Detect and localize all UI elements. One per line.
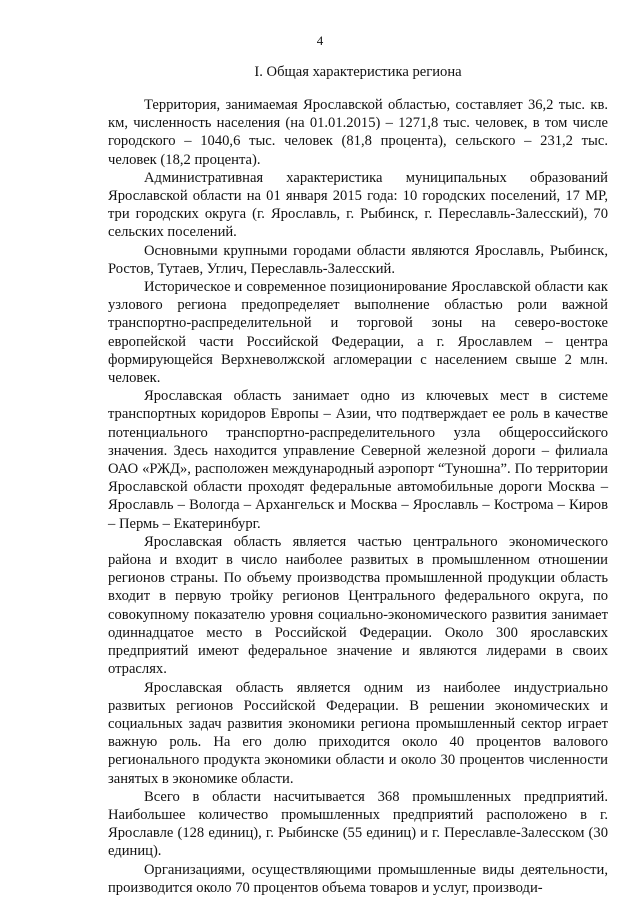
paragraph-positioning: Историческое и современное позиционирование Ярославской области как узлового региона предопределяет выполнение областью роли важной транспортно-распределительной и торговой зоны на северо-востоке европейской части Российской Федерации, а г. Ярославлем – центра формирующейся Верхневолжской агломерации с населением свыше 2 млн. человек. — [108, 279, 608, 387]
section-title: I. Общая характеристика региона — [254, 64, 462, 80]
paragraph-industry: Ярославская область является одним из наиболее индустриально развитых регионов Российской Федерации. В решении экономических и социальных задач развития экономики региона промышленный сектор играет важную роль. На его долю приходится около 40 процентов валового регионального продукта экономики области и около 30 процентов численности занятых в экономике области. — [108, 679, 608, 787]
page-number: 4 — [316, 33, 324, 48]
paragraph-enterprises: Всего в области насчитывается 368 промышленных предприятий. Наибольшее количество промышленных предприятий расположено в г. Ярославле (128 единиц), г. Рыбинске (55 единиц) и г. Переславле-Залесском (30 единиц). — [108, 788, 608, 860]
paragraph-transport: Ярославская область занимает одно из ключевых мест в системе транспортных коридоров Европы – Азии, что подтверждает ее роль в качестве потенциального транспортно-распределительного узла общероссийского значения. Здесь находится управление Северной железной дороги – филиала ОАО «РЖД», расположен международный аэропорт “Туношна”. По территории Ярославской области проходят федеральные автомобильные дороги Москва – Ярославль – Вологда – Архангельск и Москва – Ярославль – Кострома – Киров – Пермь – Екатеринбург. — [108, 388, 608, 532]
paragraph-administrative: Административная характеристика муниципальных образований Ярославской области на 01 января 2015 года: 10 городских поселений, 17 МР, три городских округа (г. Ярославль, г. Рыбинск, г. Переславль-Залесский), 70 сельских поселений. — [108, 169, 608, 241]
body-text — [108, 96, 608, 897]
paragraph-economic-region: Ярославская область является частью центрального экономического района и входит в число наиболее развитых в промышленном отношении регионов страны. По объему производства промышленной продукции область входит в первую тройку регионов Центрального федерального округа, по совокупному показателю уровня социально-экономического развития занимает одиннадцатое место в Российской Федерации. Около 300 ярославских предприятий имеют федеральное значение и являются лидерами в своих отраслях. — [108, 533, 608, 678]
paragraph-territory: Территория, занимаемая Ярославской областью, составляет 36,2 тыс. кв. км, численность населения (на 01.01.2015) – 1271,8 тыс. человек, в том числе городского – 1040,6 тыс. человек (81,8 процента), сельского – 231,2 тыс. человек (18,2 процента). — [108, 97, 608, 168]
paragraph-organizations: Организациями, осуществляющими промышленные виды деятельности, производится около 70 процентов объема товаров и услуг, производи- — [108, 861, 608, 896]
paragraph-major-cities: Основными крупными городами области являются Ярославль, Рыбинск, Ростов, Тутаев, Углич, Переславль-Залесский. — [108, 242, 608, 277]
